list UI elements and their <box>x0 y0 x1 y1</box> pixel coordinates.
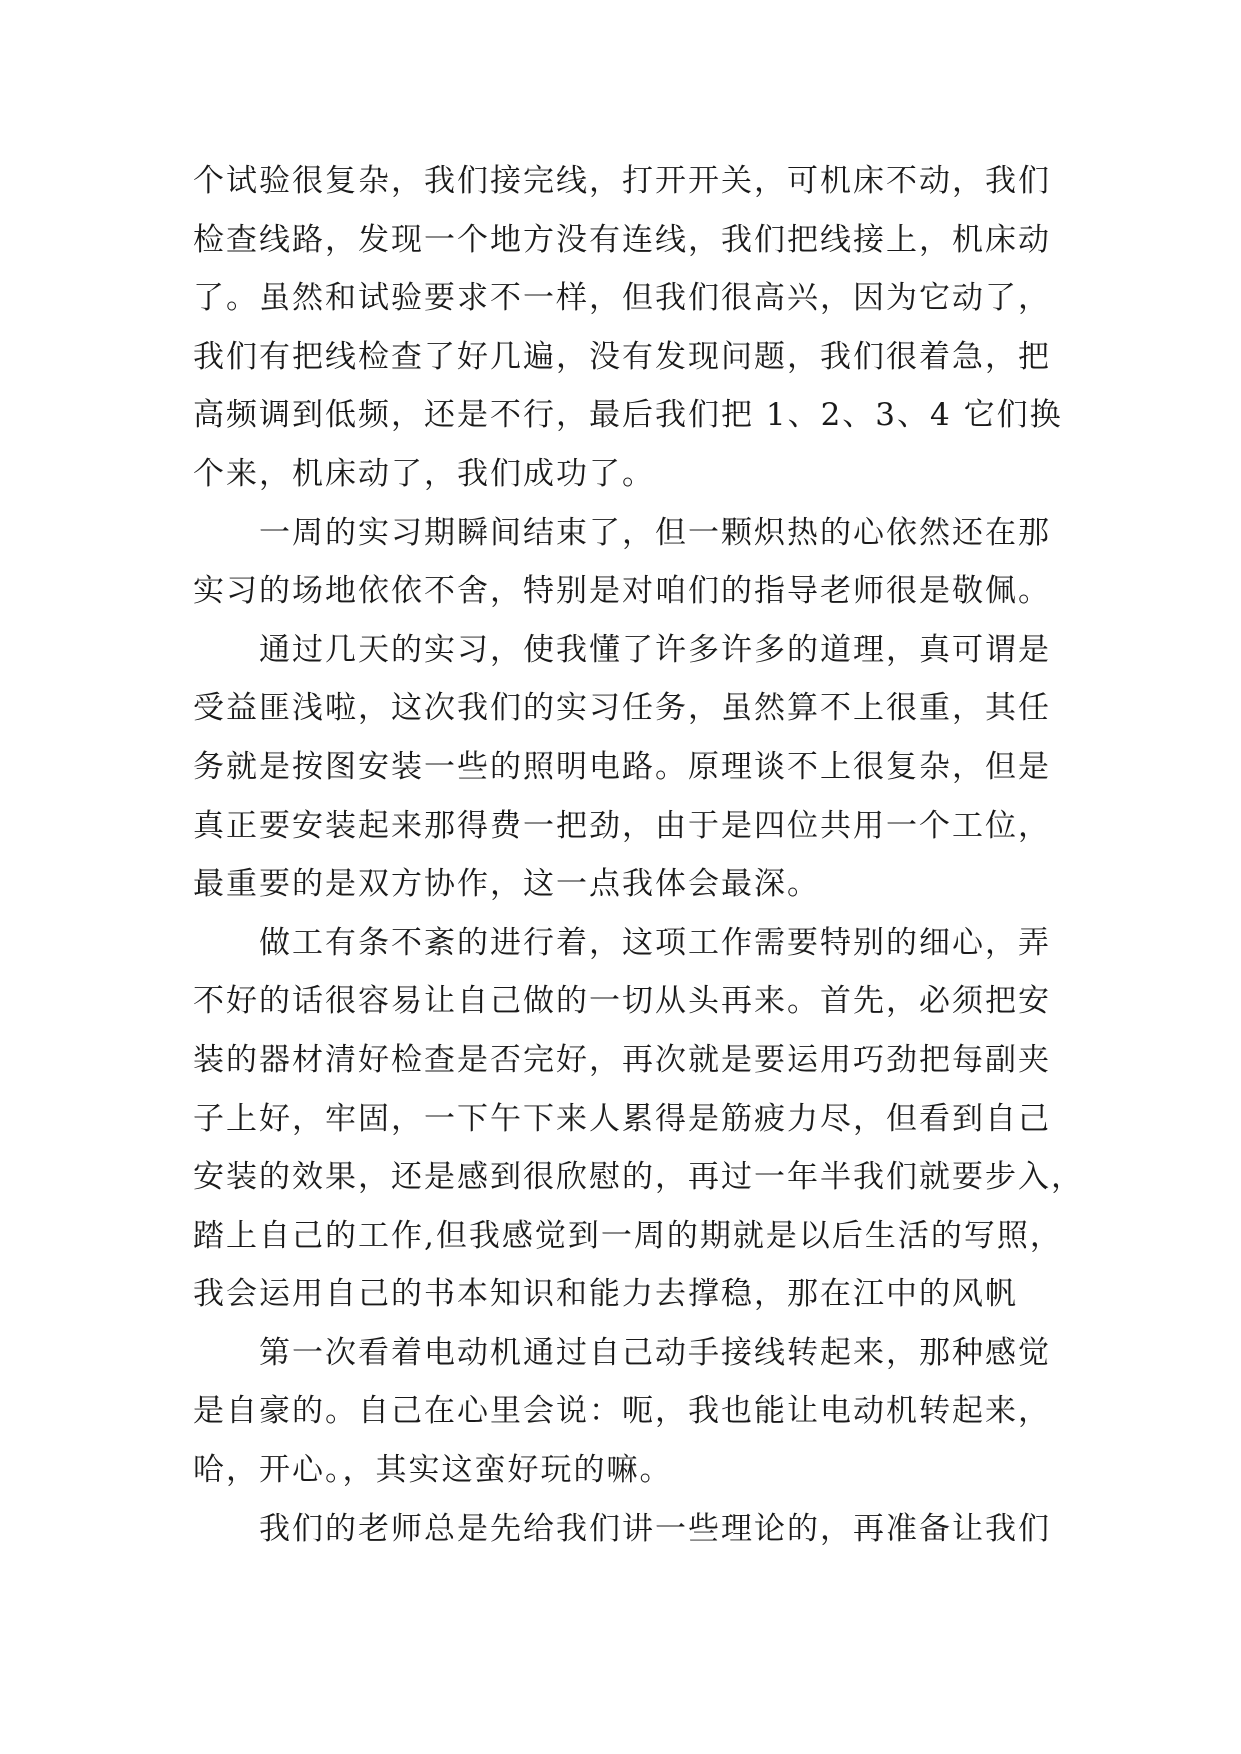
paragraph-first-line: 一周的实习期瞬间结束了，但一颗炽热的心依然还在那 <box>259 514 1051 551</box>
text-line: 个来，机床动了，我们成功了。 <box>193 455 655 492</box>
text-line: 高频调到低频，还是不行，最后我们把 1、2、3、4 它们换 <box>193 397 1063 434</box>
paragraph-first-line: 第一次看着电动机通过自己动手接线转起来，那种感觉 <box>259 1334 1051 1371</box>
text-line: 安装的效果，还是感到很欣慰的，再过一年半我们就要步入， <box>193 1159 1084 1196</box>
text-line: 哈，开心。，其实这蛮好玩的嘛。 <box>193 1452 673 1489</box>
paragraph-first-line: 我们的老师总是先给我们讲一些理论的，再准备让我们 <box>259 1510 1051 1547</box>
body-text <box>193 152 1084 1558</box>
text-line: 装的器材清好检查是否完好，再次就是要运用巧劲把每副夹 <box>193 1041 1051 1078</box>
text-line: 踏上自己的工作,但我感觉到一周的期就是以后生活的写照， <box>193 1217 1063 1254</box>
text-line: 我会运用自己的书本知识和能力去撑稳，那在江中的风帆 <box>193 1276 1018 1313</box>
text-line: 检查线路，发现一个地方没有连线，我们把线接上，机床动 <box>193 221 1051 258</box>
text-line: 不好的话很容易让自己做的一切从头再来。首先，必须把安 <box>193 983 1051 1020</box>
text-line: 了。虽然和试验要求不一样，但我们很高兴，因为它动了， <box>193 280 1051 317</box>
text-line: 真正要安装起来那得费一把劲，由于是四位共用一个工位， <box>193 807 1051 844</box>
text-line: 子上好，牢固，一下午下来人累得是筋疲力尽，但看到自己 <box>193 1100 1051 1137</box>
text-line: 我们有把线检查了好几遍，没有发现问题，我们很着急，把 <box>193 338 1051 375</box>
text-line: 实习的场地依依不舍，特别是对咱们的指导老师很是敬佩。 <box>193 573 1051 610</box>
text-line: 受益匪浅啦，这次我们的实习任务，虽然算不上很重，其任 <box>193 690 1051 727</box>
paragraph-first-line: 通过几天的实习，使我懂了许多许多的道理，真可谓是 <box>259 631 1051 668</box>
text-line: 务就是按图安装一些的照明电路。原理谈不上很复杂，但是 <box>193 748 1051 785</box>
text-line: 是自豪的。自己在心里会说：呃，我也能让电动机转起来， <box>193 1393 1051 1430</box>
paragraph-first-line: 做工有条不紊的进行着，这项工作需要特别的细心，弄 <box>259 924 1051 961</box>
text-line: 个试验很复杂，我们接完线，打开开关，可机床不动，我们 <box>193 163 1051 199</box>
text-line: 最重要的是双方协作，这一点我体会最深。 <box>193 866 820 903</box>
